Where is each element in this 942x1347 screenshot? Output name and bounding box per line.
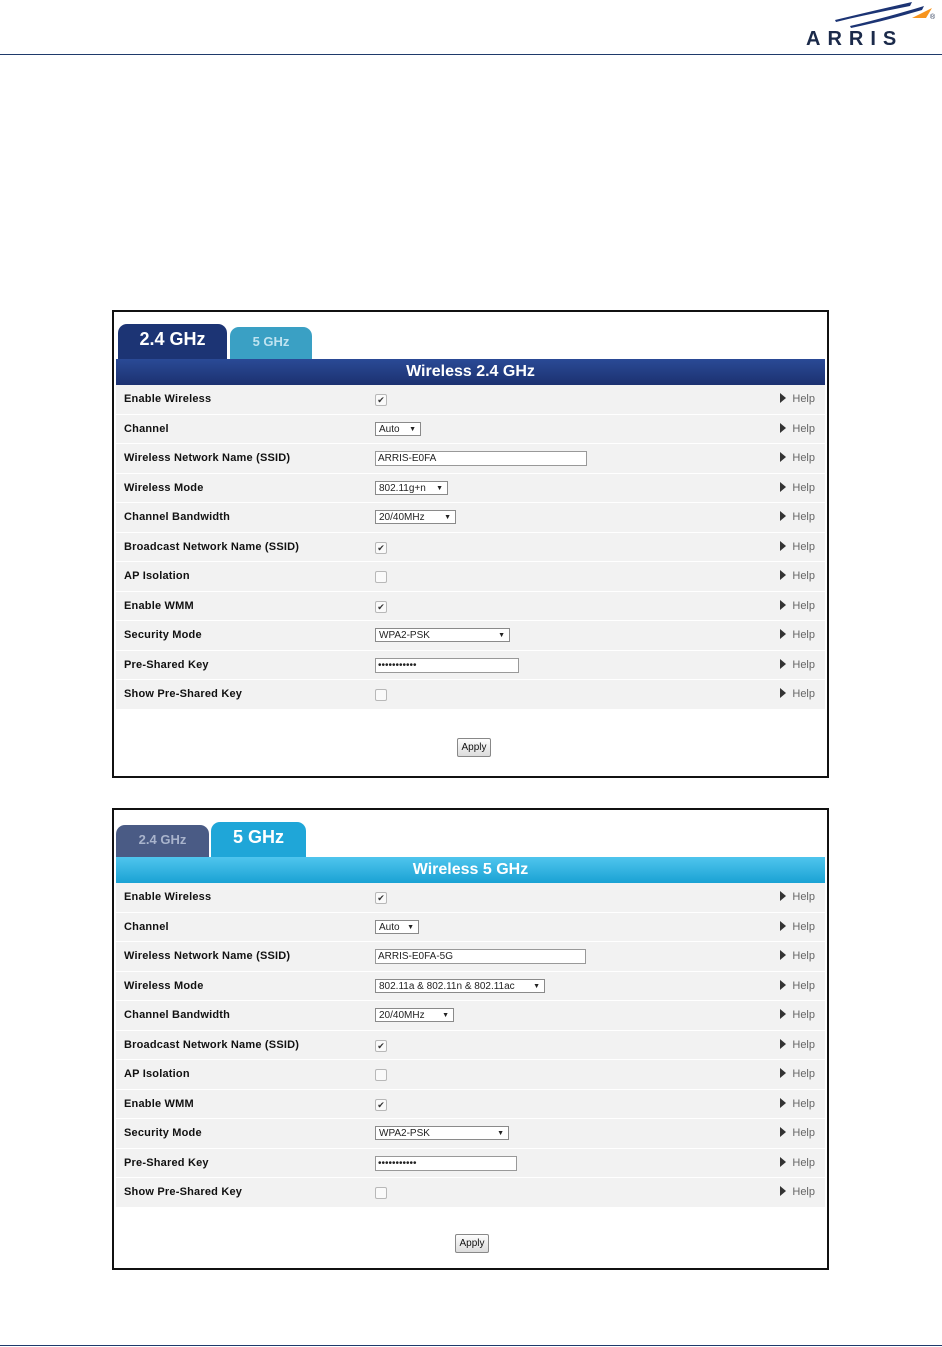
row-label: AP Isolation [124, 1068, 190, 1080]
help-link[interactable]: Help [780, 891, 815, 903]
enable-wmm-checkbox[interactable]: ✔ [375, 1099, 387, 1111]
dropdown-arrow-icon: ▼ [436, 484, 443, 492]
triangle-right-icon [780, 1098, 786, 1108]
wireless-mode-select[interactable]: 802.11g+n ▼ [375, 481, 448, 495]
row-wireless-mode [116, 972, 825, 1002]
row-broadcast-ssid [116, 533, 825, 563]
triangle-right-icon [780, 1127, 786, 1137]
wireless-5ghz-panel [112, 808, 829, 1270]
row-enable-wireless [116, 883, 825, 913]
row-broadcast-ssid [116, 1031, 825, 1061]
dropdown-arrow-icon: ▼ [407, 923, 414, 931]
triangle-right-icon [780, 659, 786, 669]
row-label: Wireless Network Name (SSID) [124, 950, 291, 962]
help-link[interactable]: Help [780, 950, 815, 962]
help-link[interactable]: Help [780, 980, 815, 992]
triangle-right-icon [780, 1157, 786, 1167]
row-label: Enable Wireless [124, 393, 212, 405]
tab-2-4-ghz[interactable]: 2.4 GHz [116, 825, 209, 857]
dropdown-arrow-icon: ▼ [497, 1130, 504, 1137]
tab-2-4-ghz[interactable]: 2.4 GHz [118, 324, 227, 359]
help-link[interactable]: Help [780, 1009, 815, 1021]
row-label: Show Pre-Shared Key [124, 1186, 243, 1198]
row-ap-isolation [116, 562, 825, 592]
row-label: Enable Wireless [124, 891, 212, 903]
pre-shared-key-input[interactable]: ••••••••••• [375, 1156, 517, 1171]
logo-wordmark: ARRIS [806, 28, 904, 50]
help-link[interactable]: Help [780, 1127, 815, 1139]
help-link[interactable]: Help [780, 482, 815, 494]
help-link[interactable]: Help [780, 541, 815, 553]
row-pre-shared-key [116, 651, 825, 681]
row-label: Wireless Network Name (SSID) [124, 452, 291, 464]
apply-button[interactable]: Apply [457, 738, 491, 757]
channel-bandwidth-select[interactable]: 20/40MHz ▼ [375, 1008, 454, 1022]
row-label: Channel [124, 422, 169, 435]
triangle-right-icon [780, 688, 786, 698]
help-link[interactable]: Help [780, 629, 815, 641]
section-title: Wireless 2.4 GHz [116, 359, 825, 385]
row-enable-wireless [116, 385, 825, 415]
wireless-24ghz-panel [112, 310, 829, 778]
security-mode-select[interactable]: WPA2-PSK ▼ [375, 628, 510, 642]
row-enable-wmm [116, 1090, 825, 1120]
apply-button[interactable]: Apply [455, 1234, 489, 1253]
triangle-right-icon [780, 393, 786, 403]
help-link[interactable]: Help [780, 511, 815, 523]
triangle-right-icon [780, 570, 786, 580]
show-pre-shared-key-checkbox[interactable] [375, 689, 387, 701]
channel-select[interactable]: Auto ▼ [375, 920, 419, 934]
ap-isolation-checkbox[interactable] [375, 1069, 387, 1081]
row-ssid [116, 444, 825, 474]
row-label: Wireless Mode [124, 481, 204, 494]
row-channel [116, 913, 825, 943]
triangle-right-icon [780, 511, 786, 521]
row-ssid [116, 942, 825, 972]
row-label: Wireless Mode [124, 979, 204, 992]
dropdown-arrow-icon: ▼ [533, 982, 540, 990]
row-label: Enable WMM [124, 1097, 194, 1110]
dropdown-arrow-icon: ▼ [409, 425, 416, 433]
row-security-mode [116, 621, 825, 651]
help-link[interactable]: Help [780, 659, 815, 671]
triangle-right-icon [780, 482, 786, 492]
security-mode-select[interactable]: WPA2-PSK ▼ [375, 1126, 509, 1140]
help-link[interactable]: Help [780, 921, 815, 933]
row-label: Security Mode [124, 629, 202, 641]
help-link[interactable]: Help [780, 1098, 815, 1110]
help-link[interactable]: Help [780, 1157, 815, 1169]
enable-wireless-checkbox[interactable]: ✔ [375, 892, 387, 904]
dropdown-arrow-icon: ▼ [444, 514, 451, 521]
row-label: Broadcast Network Name (SSID) [124, 1038, 300, 1051]
triangle-right-icon [780, 1068, 786, 1078]
show-pre-shared-key-checkbox[interactable] [375, 1187, 387, 1199]
row-label: Enable WMM [124, 599, 194, 612]
dropdown-arrow-icon: ▼ [442, 1012, 449, 1019]
row-wireless-mode [116, 474, 825, 504]
row-label: Channel Bandwidth [124, 511, 231, 523]
row-label: Broadcast Network Name (SSID) [124, 540, 300, 553]
help-link[interactable]: Help [780, 570, 815, 582]
triangle-right-icon [780, 950, 786, 960]
help-link[interactable]: Help [780, 423, 815, 435]
triangle-right-icon [780, 1009, 786, 1019]
logo-registered-mark: ® [930, 14, 936, 21]
tab-5-ghz[interactable]: 5 GHz [230, 327, 312, 359]
broadcast-ssid-checkbox[interactable]: ✔ [375, 542, 387, 554]
row-label: Channel Bandwidth [124, 1009, 231, 1021]
triangle-right-icon [780, 891, 786, 901]
triangle-right-icon [780, 1039, 786, 1049]
channel-select[interactable]: Auto ▼ [375, 422, 421, 436]
triangle-right-icon [780, 541, 786, 551]
band-tabs [114, 312, 827, 359]
help-link[interactable]: Help [780, 452, 815, 464]
enable-wmm-checkbox[interactable]: ✔ [375, 601, 387, 613]
row-show-pre-shared-key [116, 1178, 825, 1208]
help-link[interactable]: Help [780, 1068, 815, 1080]
row-label: Show Pre-Shared Key [124, 688, 243, 700]
triangle-right-icon [780, 921, 786, 931]
footer-divider [0, 1345, 942, 1346]
arris-logo [800, 2, 940, 50]
row-show-pre-shared-key [116, 680, 825, 710]
triangle-right-icon [780, 1186, 786, 1196]
dropdown-arrow-icon: ▼ [498, 632, 505, 639]
row-ap-isolation [116, 1060, 825, 1090]
help-link[interactable]: Help [780, 688, 815, 700]
help-link[interactable]: Help [780, 600, 815, 612]
row-security-mode [116, 1119, 825, 1149]
row-channel-bandwidth [116, 503, 825, 533]
wireless-mode-select[interactable]: 802.11a & 802.11n & 802.11ac ▼ [375, 979, 545, 993]
row-label: AP Isolation [124, 570, 190, 582]
header-divider [0, 54, 942, 55]
triangle-right-icon [780, 980, 786, 990]
enable-wireless-checkbox[interactable]: ✔ [375, 394, 387, 406]
band-tabs [114, 810, 827, 857]
row-channel [116, 415, 825, 445]
row-label: Channel [124, 920, 169, 933]
help-link[interactable]: Help [780, 1186, 815, 1198]
broadcast-ssid-checkbox[interactable]: ✔ [375, 1040, 387, 1052]
row-enable-wmm [116, 592, 825, 622]
ssid-input[interactable]: ARRIS-E0FA-5G [375, 949, 586, 964]
triangle-right-icon [780, 600, 786, 610]
help-link[interactable]: Help [780, 393, 815, 405]
row-pre-shared-key [116, 1149, 825, 1179]
triangle-right-icon [780, 423, 786, 433]
channel-bandwidth-select[interactable]: 20/40MHz ▼ [375, 510, 456, 524]
ssid-input[interactable]: ARRIS-E0FA [375, 451, 587, 466]
tab-5-ghz[interactable]: 5 GHz [211, 822, 306, 857]
ap-isolation-checkbox[interactable] [375, 571, 387, 583]
row-channel-bandwidth [116, 1001, 825, 1031]
row-label: Pre-Shared Key [124, 658, 209, 671]
section-title: Wireless 5 GHz [116, 857, 825, 883]
triangle-right-icon [780, 629, 786, 639]
help-link[interactable]: Help [780, 1039, 815, 1051]
row-label: Pre-Shared Key [124, 1156, 209, 1169]
row-label: Security Mode [124, 1127, 202, 1139]
triangle-right-icon [780, 452, 786, 462]
pre-shared-key-input[interactable]: ••••••••••• [375, 658, 519, 673]
